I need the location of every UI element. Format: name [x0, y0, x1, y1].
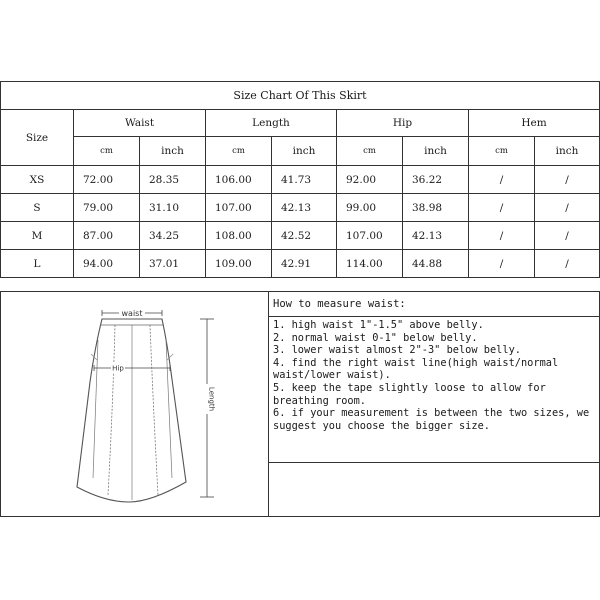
size-cell: S	[1, 194, 74, 222]
value-cell: 94.00	[74, 250, 140, 278]
instruction-item: 3. lower waist almost 2"-3" below belly.	[273, 344, 521, 357]
waist-instructions	[269, 292, 599, 516]
value-cell: 37.01	[140, 250, 206, 278]
value-cell: 44.88	[403, 250, 469, 278]
value-cell: 106.00	[206, 166, 272, 194]
value-cell: 109.00	[206, 250, 272, 278]
instructions-heading: How to measure waist:	[269, 292, 599, 317]
instruction-item: 2. normal waist 0-1" below belly.	[273, 331, 478, 344]
table-row	[1, 194, 600, 222]
length-measure-label: Length	[207, 386, 216, 412]
value-cell: /	[535, 250, 600, 278]
unit-header: inch	[403, 137, 469, 166]
value-cell: /	[535, 194, 600, 222]
value-cell: /	[469, 166, 535, 194]
size-column-header: Size	[1, 110, 74, 166]
size-cell: L	[1, 250, 74, 278]
length-header: Length	[206, 110, 337, 137]
size-chart-table	[0, 81, 600, 278]
hip-measure-label: Hip	[112, 364, 124, 373]
value-cell: 42.91	[272, 250, 337, 278]
hip-header: Hip	[337, 110, 469, 137]
value-cell: 34.25	[140, 222, 206, 250]
instruction-item: 6. if your measurement is between the two sizes, we suggest you choose the bigger size.	[273, 407, 596, 432]
table-row	[1, 166, 600, 194]
value-cell: 79.00	[74, 194, 140, 222]
table-row	[1, 222, 600, 250]
value-cell: 36.22	[403, 166, 469, 194]
unit-header: cm	[469, 137, 535, 166]
value-cell: 42.13	[403, 222, 469, 250]
value-cell: /	[469, 250, 535, 278]
unit-header: cm	[74, 137, 140, 166]
value-cell: 108.00	[206, 222, 272, 250]
unit-header: cm	[337, 137, 403, 166]
size-cell: M	[1, 222, 74, 250]
hem-header: Hem	[469, 110, 600, 137]
value-cell: 72.00	[74, 166, 140, 194]
unit-header: cm	[206, 137, 272, 166]
chart-title: Size Chart Of This Skirt	[1, 82, 600, 110]
value-cell: 38.98	[403, 194, 469, 222]
value-cell: 42.52	[272, 222, 337, 250]
waist-header: Waist	[74, 110, 206, 137]
value-cell: 92.00	[337, 166, 403, 194]
size-cell: XS	[1, 166, 74, 194]
value-cell: 107.00	[337, 222, 403, 250]
instruction-item: 4. find the right waist line(high waist/normal waist/lower waist).	[273, 356, 565, 382]
instruction-item: 1. high waist 1"-1.5" above belly.	[273, 319, 484, 331]
instructions-list	[269, 316, 599, 432]
unit-header: inch	[140, 137, 206, 166]
instruction-item: 5. keep the tape slightly loose to allow for breathing room.	[273, 381, 552, 407]
unit-header: inch	[272, 137, 337, 166]
value-cell: /	[535, 222, 600, 250]
value-cell: 114.00	[337, 250, 403, 278]
value-cell: 107.00	[206, 194, 272, 222]
unit-header: inch	[535, 137, 600, 166]
value-cell: 99.00	[337, 194, 403, 222]
value-cell: 31.10	[140, 194, 206, 222]
waist-measure-label: waist	[121, 309, 143, 318]
value-cell: 41.73	[272, 166, 337, 194]
value-cell: /	[469, 194, 535, 222]
skirt-illustration	[1, 292, 268, 516]
measure-guide-panel	[0, 291, 600, 517]
table-row	[1, 250, 600, 278]
value-cell: 28.35	[140, 166, 206, 194]
value-cell: 42.13	[272, 194, 337, 222]
value-cell: /	[535, 166, 600, 194]
skirt-diagram	[1, 292, 269, 516]
value-cell: 87.00	[74, 222, 140, 250]
value-cell: /	[469, 222, 535, 250]
instructions-body	[269, 316, 599, 463]
